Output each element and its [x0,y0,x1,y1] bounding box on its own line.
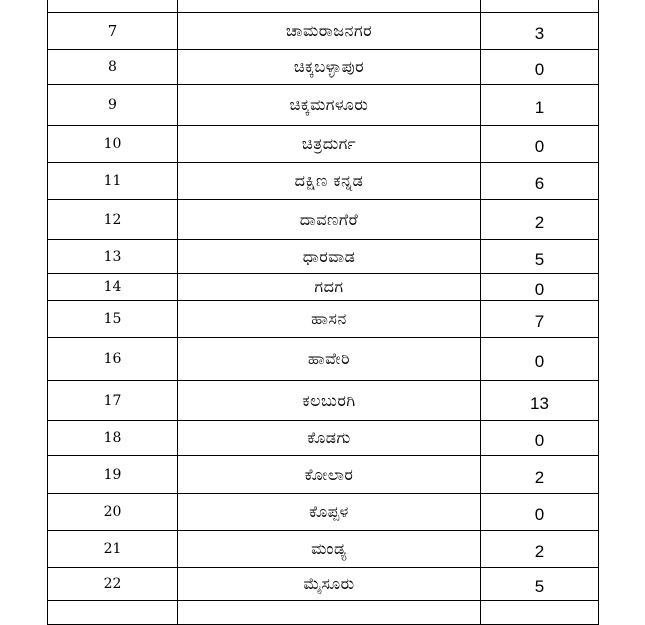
district-name-cell: ಕಲಬುರಗಿ [178,381,481,421]
case-count-cell: 3 [481,13,599,50]
district-name-cell: ಹಾಸನ [178,301,481,338]
serial-number-cell [48,601,178,625]
serial-number-cell: 11 [48,163,178,200]
district-name-cell: ಚಿಕ್ಕಮಗಳೂರು [178,85,481,126]
table-row [48,601,599,625]
case-count-cell: 1 [481,85,599,126]
case-count-cell: 5 [481,240,599,274]
serial-number-cell: 20 [48,494,178,531]
case-count-cell: 13 [481,381,599,421]
serial-number-cell: 16 [48,338,178,381]
table-row [48,163,599,200]
table-row [48,531,599,568]
serial-number-cell: 9 [48,85,178,126]
district-name-cell: ಗದಗ [178,274,481,301]
table-row [48,338,599,381]
table-row [48,240,599,274]
district-name-cell: ಚಿತ್ರದುರ್ಗ [178,126,481,163]
table-row [48,494,599,531]
case-count-cell: 0 [481,126,599,163]
district-name-cell: ಹಾವೇರಿ [178,338,481,381]
case-count-cell: 0 [481,338,599,381]
table-row [48,456,599,494]
case-count-cell: 0 [481,494,599,531]
case-count-cell [481,601,599,625]
serial-number-cell: 21 [48,531,178,568]
district-name-cell: ಕೊಪ್ಪಳ [178,494,481,531]
case-count-cell [481,0,599,13]
case-count-cell: 6 [481,163,599,200]
table-row [48,50,599,85]
district-name-cell: ದಕ್ಷಿಣ ಕನ್ನಡ [178,163,481,200]
case-count-cell: 2 [481,200,599,240]
table-row [48,274,599,301]
serial-number-cell: 17 [48,381,178,421]
table-row [48,126,599,163]
district-name-cell: ಧಾರವಾಡ [178,240,481,274]
serial-number-cell [48,0,178,13]
table-row [48,13,599,50]
table-row [48,200,599,240]
serial-number-cell: 8 [48,50,178,85]
serial-number-cell: 14 [48,274,178,301]
serial-number-cell: 12 [48,200,178,240]
district-name-cell: ಮಂಡ್ಯ [178,531,481,568]
table-row [48,301,599,338]
table-row [48,381,599,421]
serial-number-cell: 15 [48,301,178,338]
table-row [48,421,599,456]
case-count-cell: 7 [481,301,599,338]
district-cases-table [47,0,599,625]
case-count-cell: 0 [481,50,599,85]
serial-number-cell: 10 [48,126,178,163]
district-name-cell: ದಾವಣಗೆರೆ [178,200,481,240]
district-name-cell: ಚಿಕ್ಕಬಳ್ಳಾಪುರ [178,50,481,85]
district-name-cell: ಕೋಲಾರ [178,456,481,494]
case-count-cell: 5 [481,568,599,601]
case-count-cell: 2 [481,456,599,494]
serial-number-cell: 7 [48,13,178,50]
district-name-cell: ಚಾಮರಾಜನಗರ [178,13,481,50]
serial-number-cell: 18 [48,421,178,456]
serial-number-cell: 22 [48,568,178,601]
district-name-cell [178,0,481,13]
district-name-cell: ಮೈಸೂರು [178,568,481,601]
table-row [48,568,599,601]
table-row [48,85,599,126]
district-name-cell [178,601,481,625]
table-row [48,0,599,13]
district-table-container [47,0,598,625]
district-name-cell: ಕೊಡಗು [178,421,481,456]
case-count-cell: 0 [481,421,599,456]
serial-number-cell: 19 [48,456,178,494]
case-count-cell: 0 [481,274,599,301]
serial-number-cell: 13 [48,240,178,274]
table-body [48,0,599,625]
case-count-cell: 2 [481,531,599,568]
